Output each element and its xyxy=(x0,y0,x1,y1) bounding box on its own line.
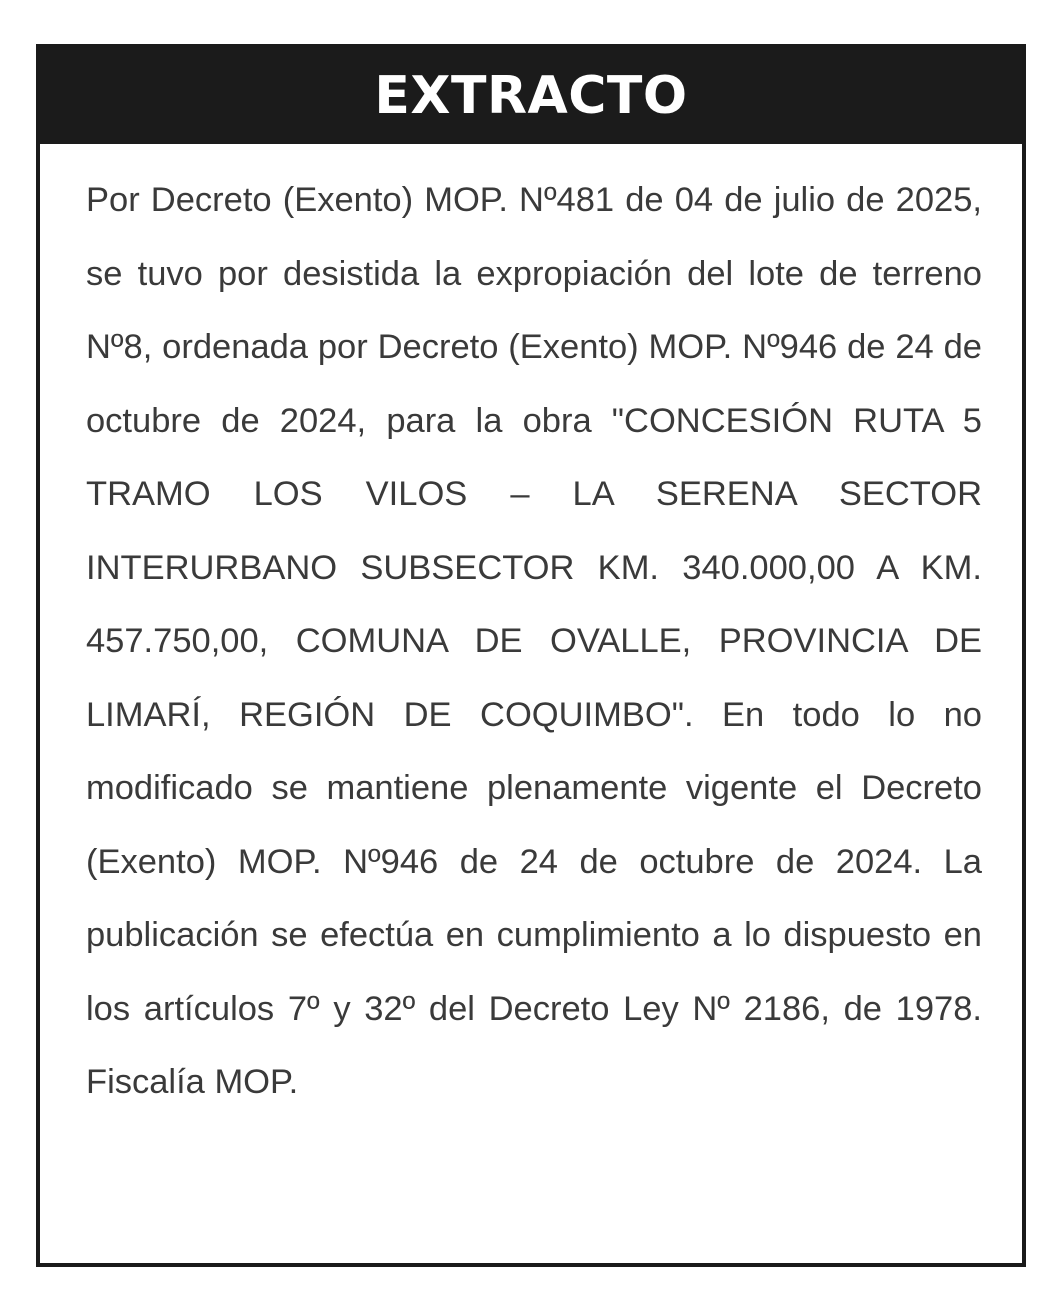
notice-title: EXTRACTO xyxy=(374,66,688,126)
notice-paragraph: Por Decreto (Exento) MOP. Nº481 de 04 de julio de 2025, se tuvo por desistida la expropiación del lote de terreno Nº8, ordenada por Decreto (Exento) MOP. Nº946 de 24 de octubre de 2024, para la obra "CONCESIÓN RUTA 5 TRAMO LOS VILOS – LA SERENA SECTOR INTERURBANO SUBSECTOR KM. 340.000,00 A KM. 457.750,00, COMUNA DE OVALLE, PROVINCIA DE LIMARÍ, REGIÓN DE COQUIMBO". En todo lo no modificado se mantiene plenamente vigente el Decreto (Exento) MOP. Nº946 de 24 de octubre de 2024. La publicación se efectúa en cumplimiento a lo dispuesto en los artículos 7º y 32º del Decreto Ley Nº 2186, de 1978. Fiscalía MOP. xyxy=(86,181,982,1101)
extracto-notice xyxy=(36,44,1026,1267)
notice-body xyxy=(40,144,1022,1120)
notice-header xyxy=(40,48,1022,144)
